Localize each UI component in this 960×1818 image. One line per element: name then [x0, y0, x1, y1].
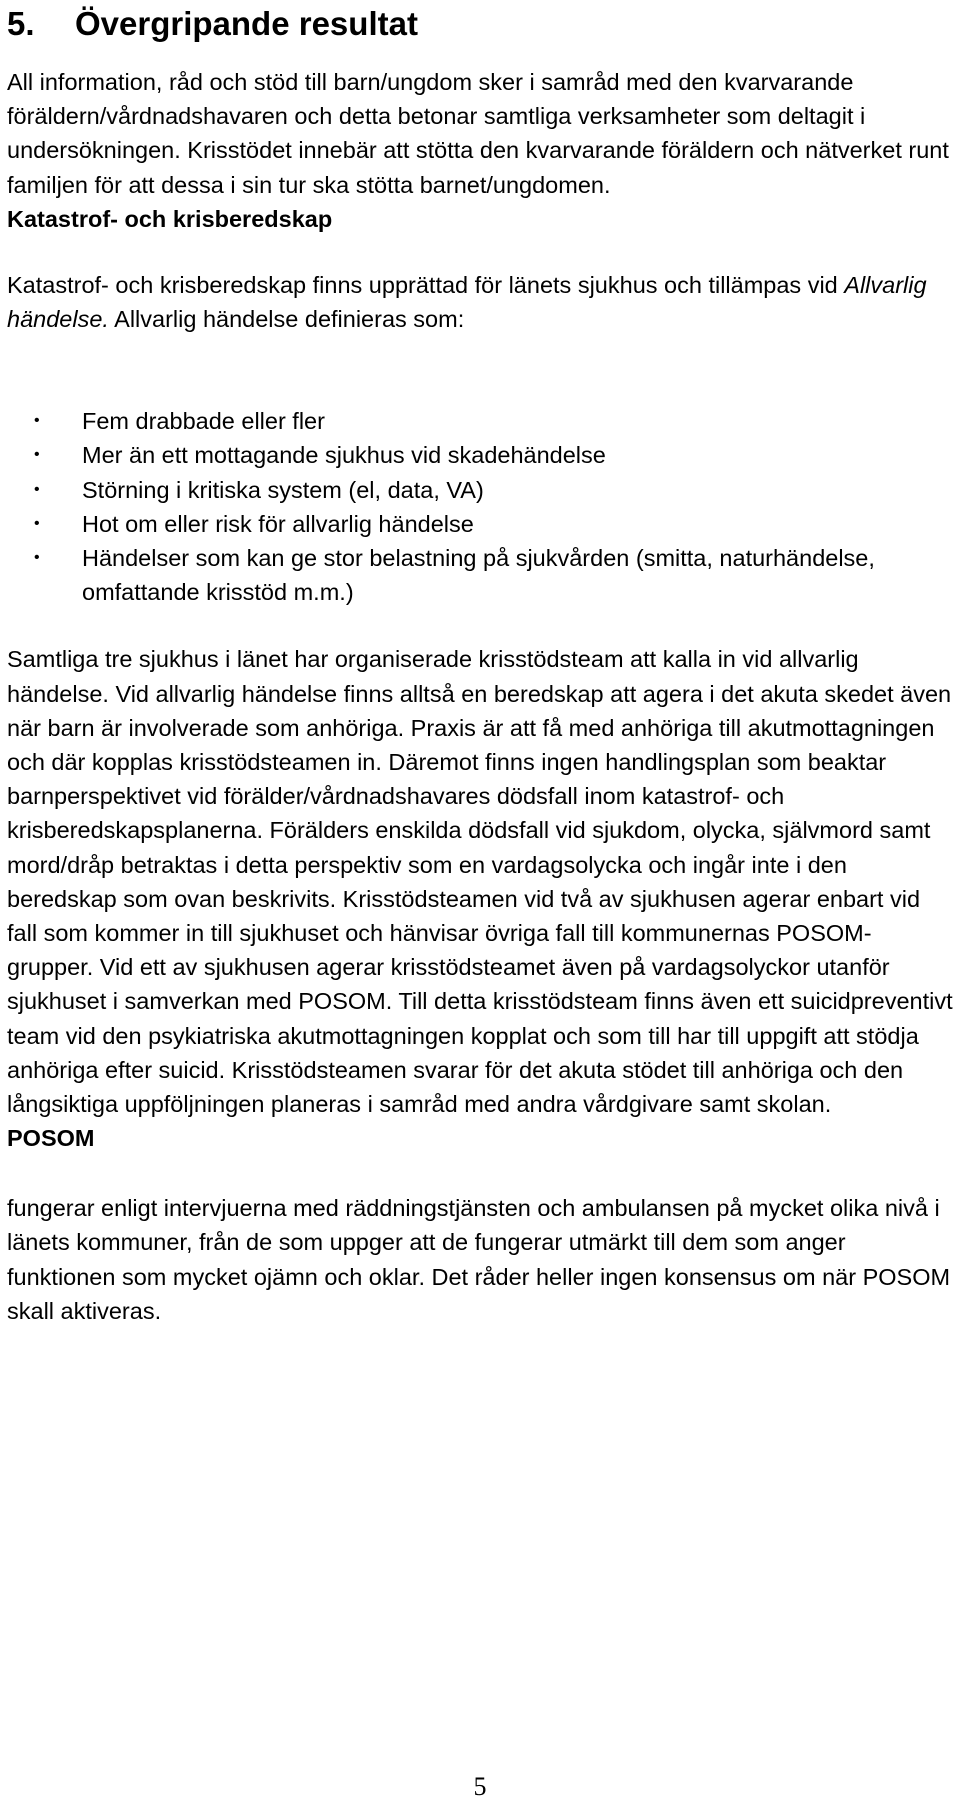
list-item-text: Händelser som kan ge stor belastning på sjukvården (smitta, naturhändelse, omfattande krisstöd m.m.): [82, 545, 875, 606]
katastrof-italic-term: Allvarlig händelse.: [7, 271, 927, 333]
katastrof-text-start: Katastrof- och krisberedskap finns upprättad för länets sjukhus och tillämpas vid: [7, 271, 845, 298]
criteria-list: [7, 404, 955, 609]
page-number: 5: [473, 1772, 487, 1801]
list-item: [7, 507, 955, 541]
list-item: [7, 473, 955, 507]
section-heading: [7, 0, 955, 46]
list-item-text: Störning i kritiska system (el, data, VA): [82, 476, 484, 503]
list-item: [7, 541, 955, 609]
krisstodsteam-paragraph: Samtliga tre sjukhus i länet har organiserade krisstödsteam att kalla in vid allvarlig händelse. Vid allvarlig händelse finns alltså en beredskap att agera i det akuta skedet även när barn är involverade som anhöriga. Praxis är att få med anhöriga till akutmottagningen och där kopplas krisstödsteamen in. Däremot finns ingen handlingsplan som beaktar barnperspektivet vid förälder/vårdnadshavares dödsfall inom katastrof- och krisberedskapsplanerna. Förälders enskilda dödsfall vid sjukdom, olycka, självmord samt mord/dråp betraktas i detta perspektiv som en vardagsolycka och ingår inte i den beredskap som ovan beskrivits. Krisstödsteamen vid två av sjukhusen agerar enbart vid fall som kommer in till sjukhuset och hänvisar övriga fall till kommunernas POSOM-grupper. Vid ett av sjukhusen agerar krisstödsteamet även på vardagsolyckor utanför sjukhuset i samverkan med POSOM. Till detta krisstödsteam finns även ett suicidpreventivt team vid den psykiatriska akutmottagningen kopplat och som till har till uppgift att stödja anhöriga efter suicid. Krisstödsteamen svarar för det akuta stödet till anhöriga och den långsiktiga uppföljningen planeras i samråd med andra vårdgivare samt skolan.: [7, 646, 953, 1118]
bullet-icon: •: [34, 514, 40, 532]
section-title: Övergripande resultat: [75, 5, 418, 42]
bullet-icon: •: [34, 446, 40, 464]
list-item-text: Fem drabbade eller fler: [82, 408, 325, 435]
list-item-text: Hot om eller risk för allvarlig händelse: [82, 510, 474, 537]
katastrof-heading: Katastrof- och krisberedskap: [7, 205, 333, 232]
list-item-text: Mer än ett mottagande sjukhus vid skadehändelse: [82, 442, 606, 469]
posom-heading: POSOM: [7, 1125, 95, 1152]
bullet-icon: •: [34, 549, 40, 567]
list-item: [7, 404, 955, 438]
katastrof-paragraph: [7, 268, 955, 336]
bullet-icon: •: [34, 412, 40, 430]
document-page: [7, 0, 955, 1328]
katastrof-text-end: Allvarlig händelse definieras som:: [108, 306, 465, 333]
bullet-icon: •: [34, 480, 40, 498]
section-number: 5.: [7, 5, 35, 42]
intro-paragraph: All information, råd och stöd till barn/ungdom sker i samråd med den kvarvarande föräldern/vårdnadshavaren och detta betonar samtliga verksamheter som deltagit i undersökningen. Krisstödet innebär att stötta den kvarvarande föräldern och nätverket runt familjen för att dessa i sin tur ska stötta barnet/ungdomen.: [7, 69, 949, 198]
posom-paragraph: fungerar enligt intervjuerna med räddningstjänsten och ambulansen på mycket olika nivå i länets kommuner, från de som uppger att de fungerar utmärkt till dem som anger funktionen som mycket ojämn och oklar. Det råder heller ingen konsensus om när POSOM skall aktiveras.: [7, 1195, 951, 1324]
list-item: [7, 438, 955, 472]
